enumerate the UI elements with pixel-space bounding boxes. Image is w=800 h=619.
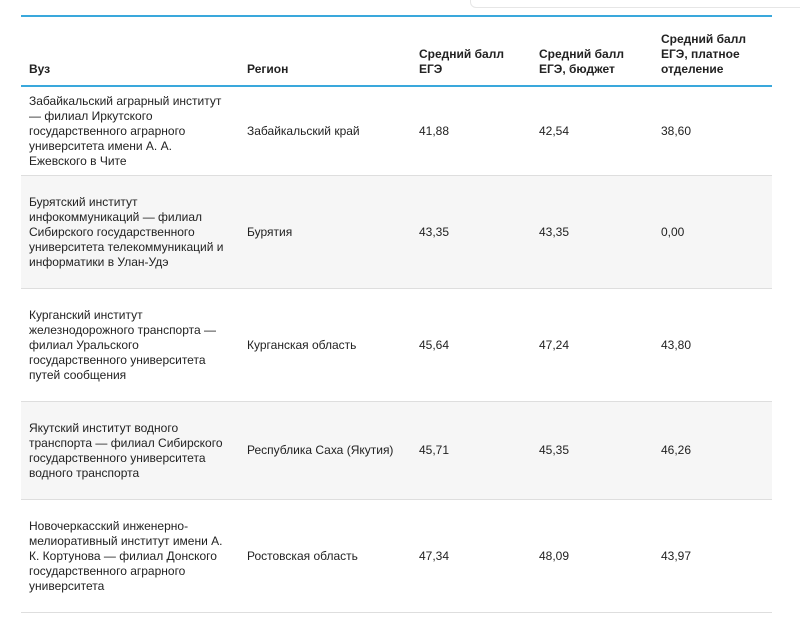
cell-avg-budget: 48,09: [531, 500, 653, 613]
cell-avg-budget: 47,24: [531, 289, 653, 402]
cell-avg-paid: 43,97: [653, 500, 772, 613]
header-region[interactable]: Регион: [239, 17, 411, 86]
cell-university: Якутский институт водного транспорта — филиал Сибирского государственного университета водного транспорта: [21, 402, 239, 500]
cell-avg-paid: 46,26: [653, 402, 772, 500]
cell-region: Бурятия: [239, 176, 411, 289]
cell-avg-score: 45,71: [411, 402, 531, 500]
universities-table-container: [21, 15, 772, 613]
top-search-frame: [470, 0, 800, 8]
cell-avg-paid: 38,60: [653, 86, 772, 176]
cell-avg-paid: 0,00: [653, 176, 772, 289]
table-body: [21, 86, 772, 613]
header-university[interactable]: Вуз: [21, 17, 239, 86]
header-row: [21, 17, 772, 86]
header-avg-paid[interactable]: Средний балл ЕГЭ, платное отделение: [653, 17, 772, 86]
cell-university: Бурятский институт инфокоммуникаций — филиал Сибирского государственного университета телекоммуникаций и информатики в Улан-Удэ: [21, 176, 239, 289]
table-row: [21, 289, 772, 402]
cell-avg-score: 43,35: [411, 176, 531, 289]
table-row: [21, 176, 772, 289]
header-avg-budget[interactable]: Средний балл ЕГЭ, бюджет: [531, 17, 653, 86]
table-row: [21, 86, 772, 176]
cell-avg-score: 45,64: [411, 289, 531, 402]
cell-avg-budget: 45,35: [531, 402, 653, 500]
universities-table: [21, 17, 772, 613]
cell-region: Курганская область: [239, 289, 411, 402]
cell-avg-score: 41,88: [411, 86, 531, 176]
cell-avg-budget: 42,54: [531, 86, 653, 176]
cell-university: Новочеркасский инженерно-мелиоративный институт имени А. К. Кортунова — филиал Донского государственного аграрного университета: [21, 500, 239, 613]
cell-region: Забайкальский край: [239, 86, 411, 176]
cell-university: Курганский институт железнодорожного транспорта — филиал Уральского государственного университета путей сообщения: [21, 289, 239, 402]
cell-avg-paid: 43,80: [653, 289, 772, 402]
table-row: [21, 500, 772, 613]
cell-avg-budget: 43,35: [531, 176, 653, 289]
header-avg-score[interactable]: Средний балл ЕГЭ: [411, 17, 531, 86]
cell-region: Ростовская область: [239, 500, 411, 613]
table-header: [21, 17, 772, 86]
table-row: [21, 402, 772, 500]
cell-avg-score: 47,34: [411, 500, 531, 613]
cell-region: Республика Саха (Якутия): [239, 402, 411, 500]
cell-university: Забайкальский аграрный институт — филиал Иркутского государственного аграрного университета имени А. А. Ежевского в Чите: [21, 86, 239, 176]
